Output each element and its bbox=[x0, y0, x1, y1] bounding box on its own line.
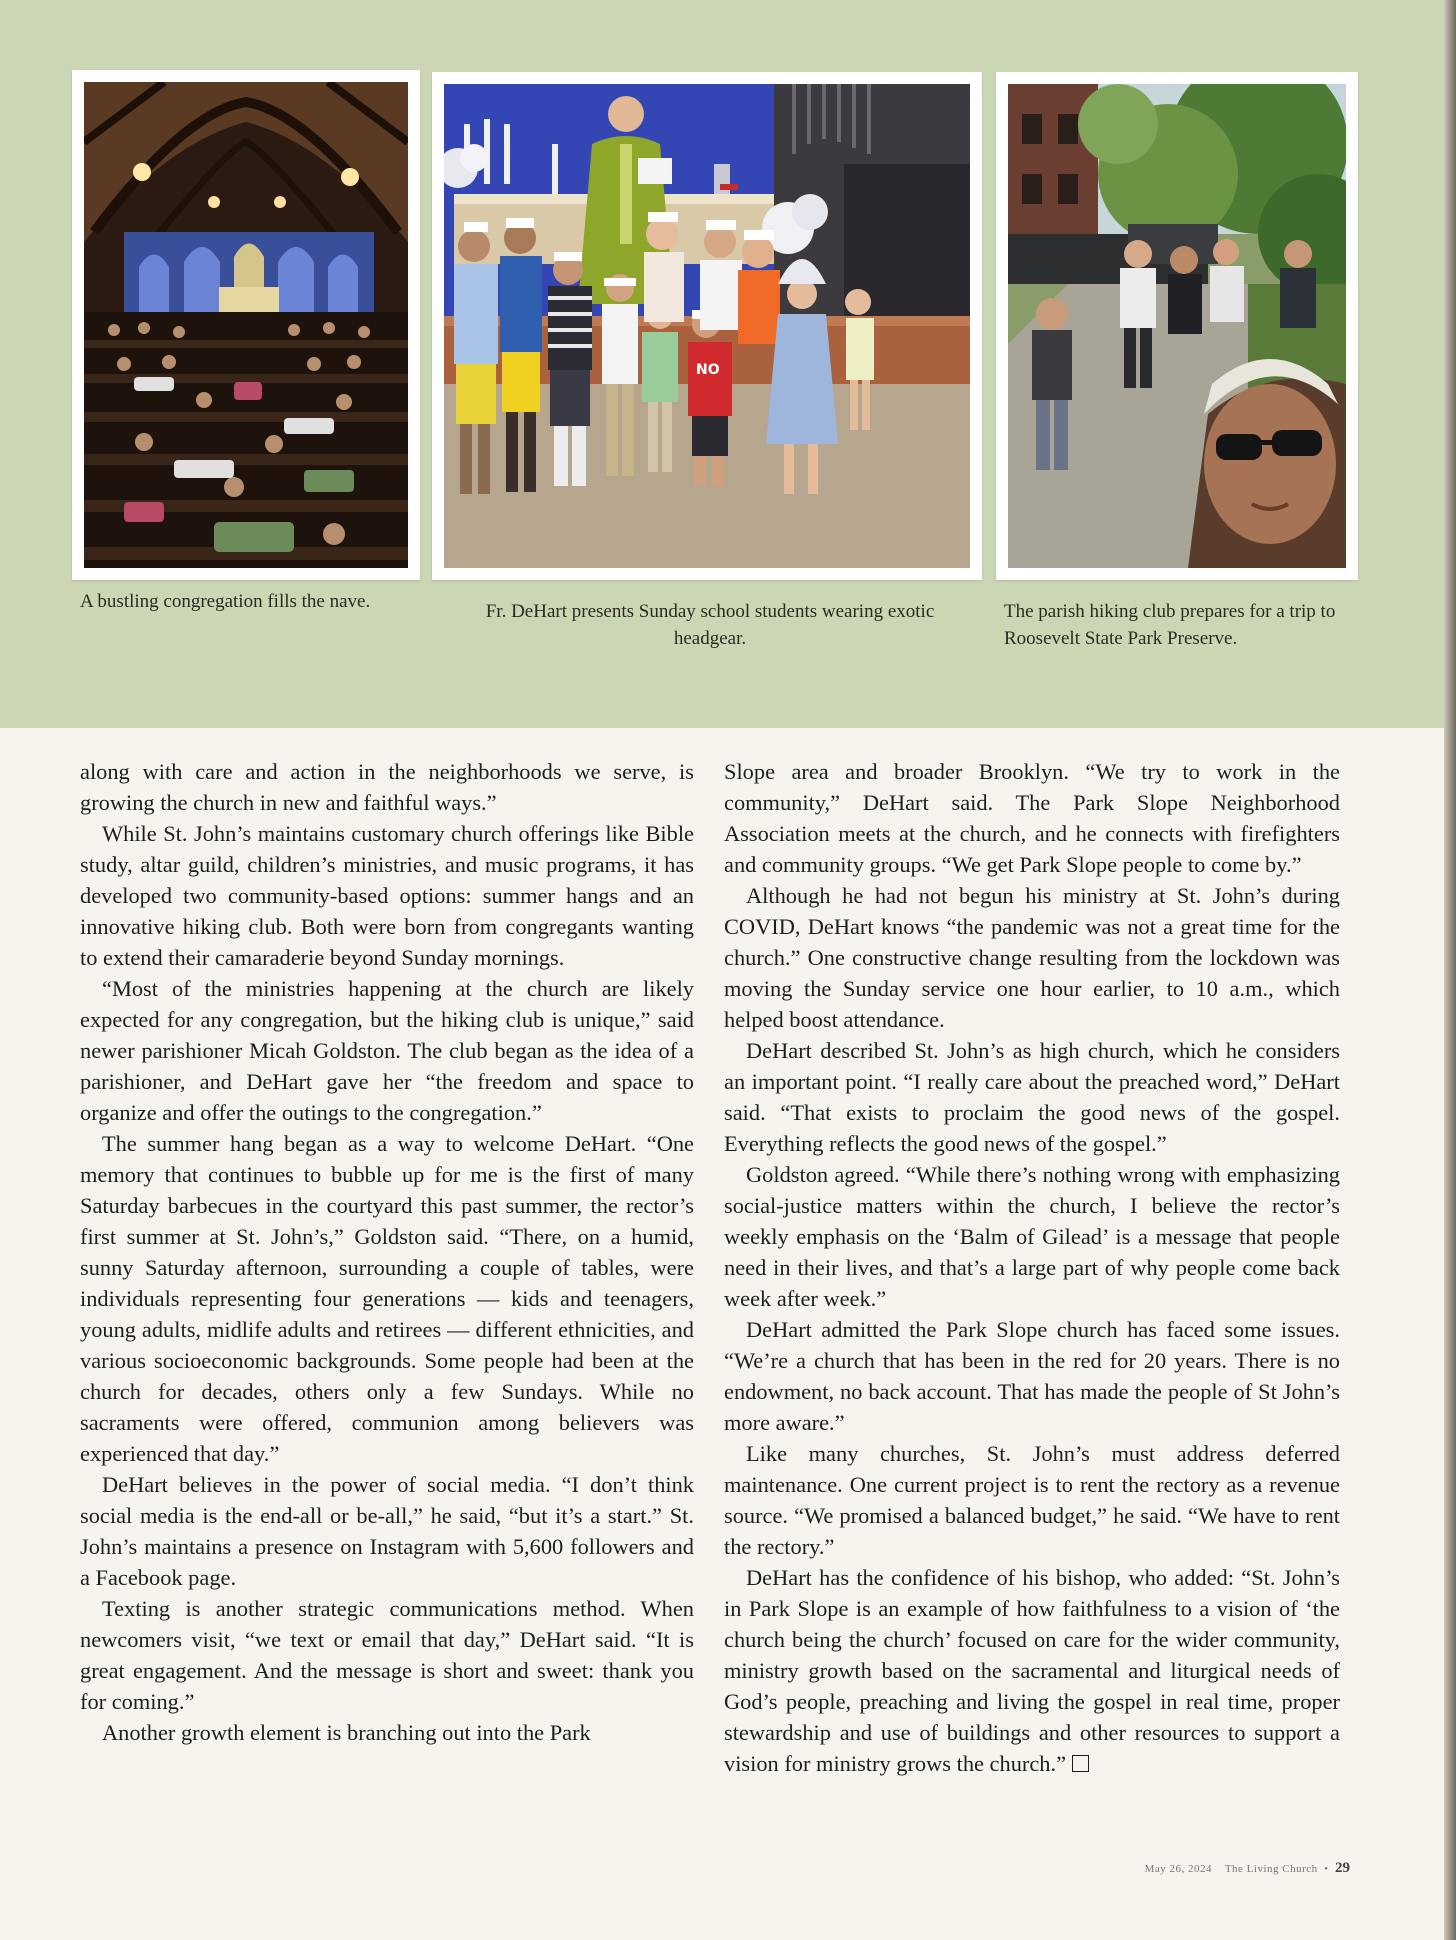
photo-nave bbox=[84, 82, 408, 568]
paragraph: Although he had not begun his ministry at St. John’s during COVID, DeHart knows “the pandemic was not a great time for the church.” One constructive change resulting from the lockdown was moving the Sunday service one hour earlier, to 10 a.m., which helped boost attendance. bbox=[724, 883, 1340, 1032]
end-of-article-icon bbox=[1072, 1755, 1089, 1772]
photo-nave-frame bbox=[72, 70, 420, 580]
paragraph: Like many churches, St. John’s must address deferred maintenance. One current project is to rent the rectory as a revenue source. “We promised a balanced budget,” he said. “We have to rent the rectory.” bbox=[724, 1441, 1340, 1559]
paragraph: DeHart described St. John’s as high church, which he considers an important point. “I really care about the preached word,” DeHart said. “That exists to proclaim the good news of the gospel. Everything reflects the good news of the gospel.” bbox=[724, 1038, 1340, 1156]
paragraph: Texting is another strategic communications method. When newcomers visit, “we text or email that day,” DeHart said. “It is great engagement. And the message is short and sweet: thank you for coming.” bbox=[80, 1596, 694, 1714]
photo-altar-frame bbox=[432, 72, 982, 580]
photo-altar bbox=[444, 84, 970, 568]
page-footer bbox=[1060, 1860, 1350, 1877]
footer-date: May 26, 2024 bbox=[1144, 1863, 1212, 1875]
paragraph: Another growth element is branching out into the Park bbox=[102, 1720, 591, 1745]
paragraph: DeHart admitted the Park Slope church has faced some issues. “We’re a church that has been in the red for 20 years. There is no endowment, no back account. That has made the people of St John’s more aware.” bbox=[724, 1317, 1340, 1435]
caption-nave: A bustling congregation fills the nave. bbox=[80, 591, 371, 612]
footer-separator: • bbox=[1324, 1863, 1329, 1875]
photo-hike bbox=[1008, 84, 1346, 568]
paragraph: DeHart has the confidence of his bishop, who added: “St. John’s in Park Slope is an example of how faithfulness to a vision of ‘the church being the church’ focused on care for the wider community, ministry growth based on the sacramental and liturgical needs of God’s people, preaching and living the gospel in real time, proper stewardship and use of buildings and other resources to support a vision for ministry grows the church.” bbox=[724, 1565, 1340, 1776]
photo-hike-frame bbox=[996, 72, 1358, 580]
footer-publication: The Living Church bbox=[1224, 1863, 1318, 1875]
paragraph: Goldston agreed. “While there’s nothing wrong with emphasizing social-justice matters within the church, I believe the rector’s weekly emphasis on the ‘Balm of Gilead’ is a message that people need in their lives, and that’s a large part of why people come back week after week.” bbox=[724, 1162, 1340, 1311]
caption-altar: Fr. DeHart presents Sunday school students wearing exotic headgear. bbox=[485, 601, 935, 649]
paragraph: along with care and action in the neighborhoods we serve, is growing the church in new and faithful ways.” bbox=[80, 759, 694, 815]
shirt-text: NO bbox=[696, 362, 720, 378]
paragraph: Slope area and broader Brooklyn. “We try to work in the community,” DeHart said. The Park Slope Neighborhood Association meets at the church, and he connects with firefighters and community groups. “We get Park Slope people to come by.” bbox=[724, 759, 1340, 877]
photo-band bbox=[0, 0, 1446, 728]
page-number: 29 bbox=[1335, 1860, 1350, 1876]
paragraph: DeHart believes in the power of social media. “I don’t think social media is the end-all or be-all,” he said, “but it’s a start.” St. John’s maintains a presence on Instagram with 5,600 followers and a Facebook page. bbox=[80, 1472, 694, 1590]
article-column-right bbox=[724, 756, 1340, 1779]
paragraph: “Most of the ministries happening at the church are likely expected for any congregation, but the hiking club is unique,” said newer parishioner Micah Goldston. The club began as the idea of a parishioner, and DeHart gave her “the freedom and space to organize and offer the outings to the congregation.” bbox=[80, 976, 694, 1125]
paragraph: The summer hang began as a way to welcome DeHart. “One memory that continues to bubble up for me is the first of many Saturday barbecues in the courtyard this past summer, the rector’s first summer at St. John’s,” Goldston said. “There, on a humid, sunny Saturday afternoon, surrounding a couple of tables, were individuals representing four generations — kids and teenagers, young adults, midlife adults and retirees — different ethnicities, and various socioeconomic backgrounds. Some people had been at the church for decades, others only a few Sundays. While no sacraments were offered, communion among believers was experienced that day.” bbox=[80, 1131, 694, 1466]
page-edge-shadow bbox=[1444, 0, 1456, 1940]
caption-hike: The parish hiking club prepares for a trip to Roosevelt State Park Preserve. bbox=[1004, 601, 1336, 649]
paragraph: While St. John’s maintains customary church offerings like Bible study, altar guild, children’s ministries, and music programs, it has developed two community-based options: summer hangs and an innovative hiking club. Both were born from congregants wanting to extend their camaraderie beyond Sunday mornings. bbox=[80, 821, 694, 970]
article-column-left bbox=[80, 756, 694, 1748]
